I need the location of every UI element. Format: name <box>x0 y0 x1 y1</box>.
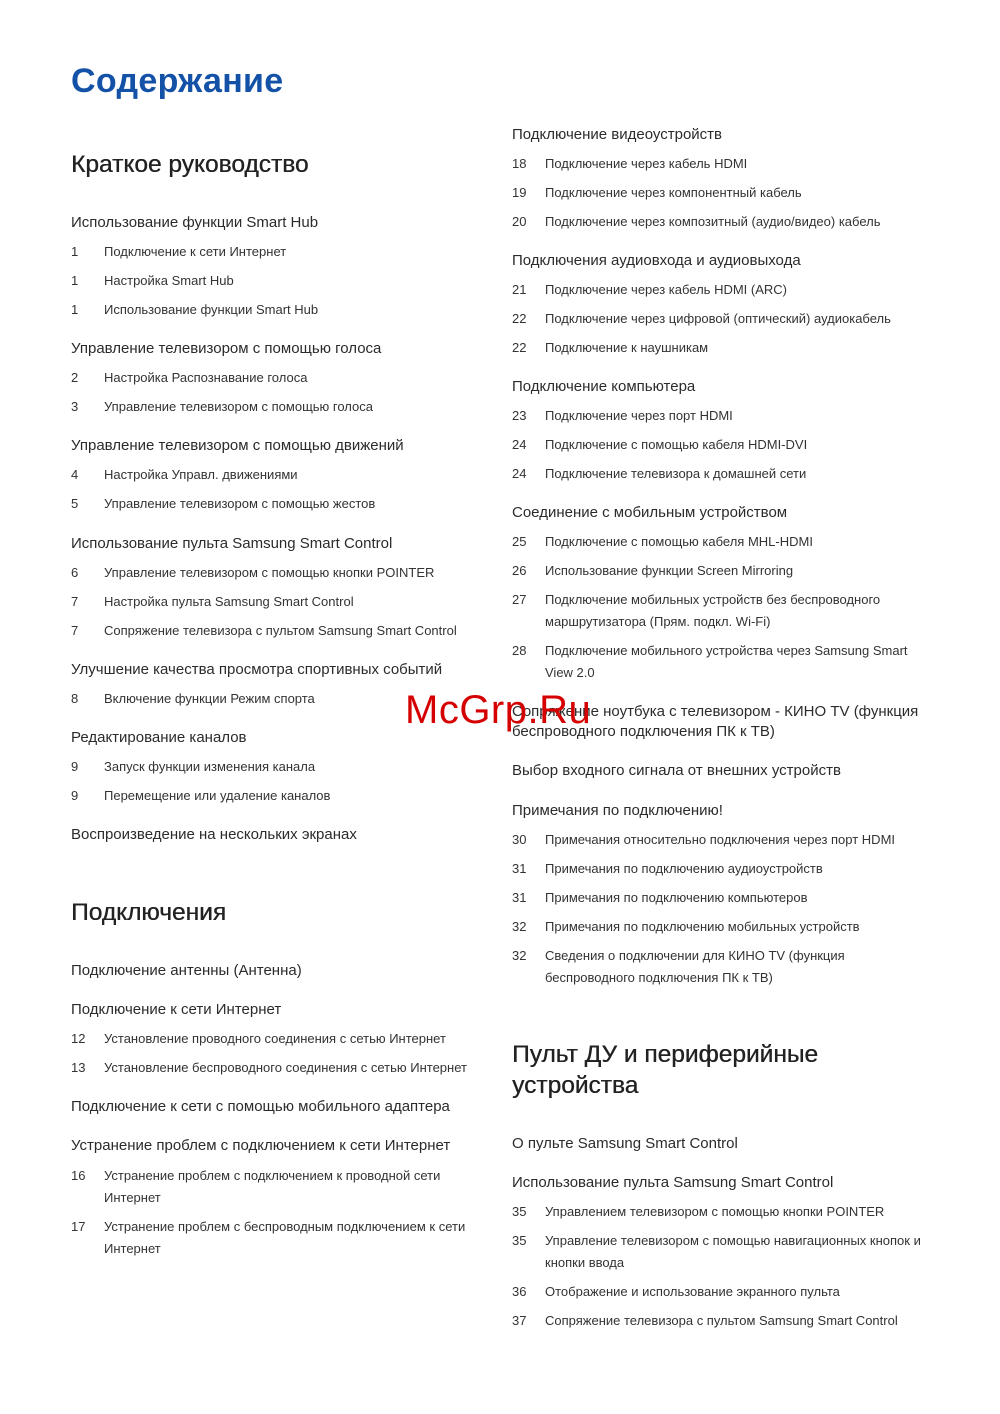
page-number: 26 <box>512 563 527 578</box>
entry-title: Примечания относительно подключения через порт HDMI <box>545 832 896 847</box>
entry-title: Подключение к сети Интернет <box>104 244 287 259</box>
page-number: 3 <box>71 399 79 414</box>
page-number: 7 <box>71 623 79 638</box>
page-number: 4 <box>71 467 79 482</box>
toc-entry[interactable] <box>512 560 942 582</box>
toc-entry[interactable] <box>71 591 501 613</box>
toc-entry[interactable] <box>71 270 501 292</box>
page-number: 37 <box>512 1313 527 1328</box>
toc-section-computer[interactable]: Подключение компьютера <box>512 378 696 395</box>
toc-entry[interactable] <box>512 1230 932 1274</box>
toc-entry[interactable] <box>71 367 501 389</box>
page-number: 31 <box>512 861 527 876</box>
entry-title: Подключение с помощью кабеля HDMI-DVI <box>545 437 808 452</box>
entry-title: Подключение мобильного устройства через Samsung Smart View 2.0 <box>545 643 908 680</box>
toc-section-video[interactable]: Подключение видеоустройств <box>512 126 722 143</box>
page-number: 1 <box>71 302 79 317</box>
entry-title: Настройка Управл. движениями <box>104 467 298 482</box>
entry-title: Управление телевизором с помощью навигационных кнопок и кнопки ввода <box>545 1233 921 1270</box>
chapter-connections: Подключения <box>71 899 226 926</box>
toc-entry[interactable] <box>512 153 942 175</box>
page-number: 9 <box>71 788 79 803</box>
entry-title: Установление беспроводного соединения с сетью Интернет <box>104 1060 467 1075</box>
page-number: 19 <box>512 185 527 200</box>
toc-entry[interactable] <box>71 1057 501 1079</box>
toc-section-smart-hub[interactable]: Использование функции Smart Hub <box>71 214 319 231</box>
entry-title: Подключение через кабель HDMI (ARC) <box>545 282 787 297</box>
page-number: 7 <box>71 594 79 609</box>
page-title: Содержание <box>71 62 284 100</box>
page-number: 24 <box>512 437 527 452</box>
toc-entry[interactable] <box>71 396 501 418</box>
page-number: 20 <box>512 214 527 229</box>
toc-entry[interactable] <box>512 463 942 485</box>
page-number: 12 <box>71 1031 86 1046</box>
entry-title: Сопряжение телевизора с пультом Samsung Smart Control <box>545 1313 898 1328</box>
chapter-quick-guide: Краткое руководство <box>71 151 309 178</box>
entry-title: Подключение через компонентный кабель <box>545 185 802 200</box>
entry-title: Управлением телевизором с помощью кнопки POINTER <box>545 1204 885 1219</box>
page-number: 23 <box>512 408 527 423</box>
toc-entry[interactable] <box>71 464 501 486</box>
toc-entry[interactable] <box>71 756 501 778</box>
entry-title: Сопряжение телевизора с пультом Samsung Smart Control <box>104 623 457 638</box>
page-number: 32 <box>512 948 527 963</box>
page-number: 22 <box>512 311 527 326</box>
entry-title: Настройка Распознавание голоса <box>104 370 308 385</box>
entry-title: Сведения о подключении для КИНО TV (функция беспроводного подключения ПК к ТВ) <box>545 948 845 985</box>
toc-section-troubleshoot[interactable]: Устранение проблем с подключением к сети Интернет <box>71 1137 451 1154</box>
toc-section-voice[interactable]: Управление телевизором с помощью голоса <box>71 340 382 357</box>
toc-section-smart-control[interactable]: Использование пульта Samsung Smart Control <box>71 535 393 552</box>
entry-title: Управление телевизором с помощью жестов <box>104 496 376 511</box>
toc-entry[interactable] <box>512 211 942 233</box>
toc-entry[interactable] <box>512 182 942 204</box>
toc-section-notes[interactable]: Примечания по подключению! <box>512 802 723 819</box>
toc-section-internet[interactable]: Подключение к сети Интернет <box>71 1001 282 1018</box>
page-number: 8 <box>71 691 79 706</box>
toc-entry[interactable] <box>71 299 501 321</box>
entry-title: Примечания по подключению аудиоустройств <box>545 861 823 876</box>
toc-entry[interactable] <box>512 1310 942 1332</box>
toc-section-about-remote[interactable]: О пульте Samsung Smart Control <box>512 1135 738 1152</box>
toc-section-mobile[interactable]: Соединение с мобильным устройством <box>512 504 788 521</box>
toc-entry[interactable] <box>512 1201 942 1223</box>
page-number: 13 <box>71 1060 86 1075</box>
entry-title: Настройка Smart Hub <box>104 273 234 288</box>
toc-entry[interactable] <box>512 640 932 684</box>
page-number: 18 <box>512 156 527 171</box>
page-number: 32 <box>512 919 527 934</box>
toc-entry[interactable] <box>512 434 942 456</box>
toc-entry[interactable] <box>71 562 501 584</box>
toc-entry[interactable] <box>512 279 942 301</box>
toc-entry[interactable] <box>512 308 942 330</box>
toc-section-antenna[interactable]: Подключение антенны (Антенна) <box>71 962 302 979</box>
toc-entry[interactable] <box>512 531 942 553</box>
entry-title: Подключение с помощью кабеля MHL-HDMI <box>545 534 813 549</box>
entry-title: Использование функции Smart Hub <box>104 302 319 317</box>
toc-entry[interactable] <box>512 887 942 909</box>
entry-title: Устранение проблем с подключением к проводной сети Интернет <box>104 1168 441 1205</box>
entry-title: Подключение телевизора к домашней сети <box>545 466 807 481</box>
entry-title: Примечания по подключению компьютеров <box>545 890 808 905</box>
page-number: 1 <box>71 244 79 259</box>
page-number: 1 <box>71 273 79 288</box>
page-number: 9 <box>71 759 79 774</box>
page-number: 6 <box>71 565 79 580</box>
toc-entry[interactable] <box>512 916 942 938</box>
toc-section-channels[interactable]: Редактирование каналов <box>71 729 247 746</box>
entry-title: Управление телевизором с помощью кнопки POINTER <box>104 565 435 580</box>
entry-title: Подключение через композитный (аудио/видео) кабель <box>545 214 881 229</box>
toc-section-audio[interactable]: Подключения аудиовхода и аудиовыхода <box>512 252 801 269</box>
toc-entry[interactable] <box>71 1165 491 1209</box>
entry-title: Отображение и использование экранного пульта <box>545 1284 840 1299</box>
toc-section-motion[interactable]: Управление телевизором с помощью движений <box>71 437 404 454</box>
entry-title: Управление телевизором с помощью голоса <box>104 399 373 414</box>
page-number: 30 <box>512 832 527 847</box>
toc-entry[interactable] <box>512 829 942 851</box>
page-number: 17 <box>71 1219 86 1234</box>
page-number: 28 <box>512 643 527 658</box>
toc-entry[interactable] <box>71 1028 501 1050</box>
page-number: 21 <box>512 282 527 297</box>
page-number: 25 <box>512 534 527 549</box>
entry-title: Подключение мобильных устройств без беспроводного маршрутизатора (Прям. подкл. Wi-Fi) <box>545 592 881 629</box>
page-number: 24 <box>512 466 527 481</box>
page-number: 35 <box>512 1204 527 1219</box>
entry-title: Устранение проблем с беспроводным подключением к сети Интернет <box>104 1219 466 1256</box>
toc-entry[interactable] <box>512 337 942 359</box>
page-number: 5 <box>71 496 79 511</box>
entry-title: Подключение к наушникам <box>545 340 709 355</box>
page-number: 31 <box>512 890 527 905</box>
toc-entry[interactable] <box>512 858 942 880</box>
entry-title: Перемещение или удаление каналов <box>104 788 331 803</box>
toc-entry[interactable] <box>512 405 942 427</box>
toc-entry[interactable] <box>71 241 501 263</box>
entry-title: Примечания по подключению мобильных устройств <box>545 919 860 934</box>
toc-section-remote-usage[interactable]: Использование пульта Samsung Smart Control <box>512 1174 834 1191</box>
page-number: 27 <box>512 592 527 607</box>
chapter-remote-peripherals <box>512 1039 818 1101</box>
toc-entry[interactable] <box>512 589 932 633</box>
toc-section-input-source[interactable]: Выбор входного сигнала от внешних устройств <box>512 762 841 779</box>
entry-title: Подключение через порт HDMI <box>545 408 733 423</box>
toc-entry[interactable] <box>71 493 501 515</box>
entry-title: Использование функции Screen Mirroring <box>545 563 794 578</box>
page-number: 16 <box>71 1168 86 1183</box>
toc-section-multiscreen[interactable]: Воспроизведение на нескольких экранах <box>71 826 357 843</box>
entry-title: Подключение через кабель HDMI <box>545 156 748 171</box>
chapter-title-line-2: устройства <box>512 1072 639 1099</box>
toc-entry[interactable] <box>71 620 501 642</box>
toc-entry[interactable] <box>512 945 872 989</box>
entry-title: Подключение через цифровой (оптический) аудиокабель <box>545 311 891 326</box>
toc-section-kino-tv[interactable]: Сопряжение ноутбука с телевизором - КИНО TV (функция беспроводного подключения ПК к ТВ) <box>512 703 919 740</box>
entry-title: Запуск функции изменения канала <box>104 759 316 774</box>
page-number: 2 <box>71 370 79 385</box>
entry-title: Включение функции Режим спорта <box>104 691 315 706</box>
toc-entry[interactable] <box>71 1216 491 1260</box>
toc-entry[interactable] <box>71 785 501 807</box>
page-number: 35 <box>512 1233 527 1248</box>
entry-title: Установление проводного соединения с сетью Интернет <box>104 1031 446 1046</box>
watermark-text: McGrp.Ru <box>405 688 592 732</box>
toc-entry[interactable] <box>512 1281 942 1303</box>
toc-section-mobile-adapter[interactable]: Подключение к сети с помощью мобильного адаптера <box>71 1098 450 1115</box>
page-number: 22 <box>512 340 527 355</box>
toc-section-sports[interactable]: Улучшение качества просмотра спортивных событий <box>71 661 443 678</box>
entry-title: Настройка пульта Samsung Smart Control <box>104 594 354 609</box>
page-number: 36 <box>512 1284 527 1299</box>
chapter-title-line-1: Пульт ДУ и периферийные <box>512 1041 818 1068</box>
